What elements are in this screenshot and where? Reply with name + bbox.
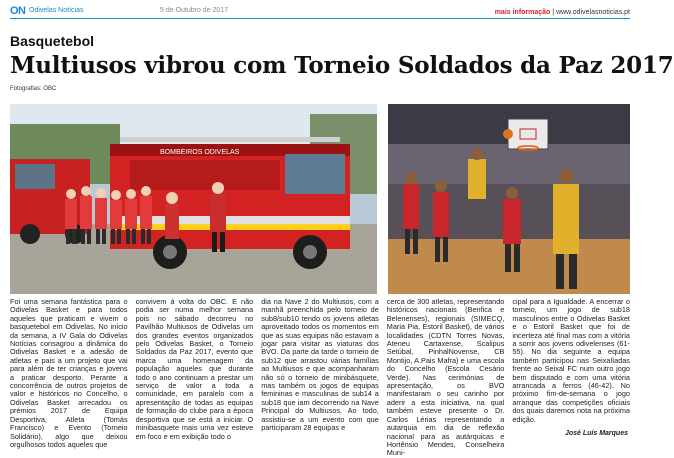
header-rule (10, 18, 630, 19)
photo-credit: Fotografias: OBC (10, 86, 57, 92)
truck-lettering: BOMBEIROS ODIVELAS (160, 149, 240, 156)
article-column: convivem à volta do OBC. E não podia ser numa melhor semana pois no sábado decorreu no Pavilhão Multiusos de Odivelas um dos grandes eventos organizados pelo Odivelas Basket, o Torneio Soldados da Paz 2017, evento que marca uma homenagem da população aqueles que durante todo o ano continuam a prestar um serviço de valor a toda a comunidade, em paralelo com a apresentação de todas as equipas de formação do clube para a época desportiva que se está a iniciar. O minibasquete mais uma vez esteve em foco e em exibição todo o (135, 297, 254, 441)
author-signature: José Luís Marques (564, 430, 628, 437)
article-column: cipal para a Igualdade. A encerrar o torneio, um jogo de sub18 masculinos entre o Odivelas Basket e o Estoril Basket que foi de incerteza até final mas com a vitória a sorrir aos jovens odivelenses (61-55). No dia seguinte a equipa também participou nas Seixalíadas frente ao Seixal FC num outro jogo bem disputado e com uma vitória arrancada a ferros (46-42). No próximo fim-de-semana o jogo arranque das competições oficiais dos quais daremos nota na próxima edição. (512, 297, 630, 424)
article-column: Foi uma semana fantástica para o Odivelas Basket e para todos aqueles que praticam e vivem o basquetebol em Odivelas. No início da semana, a IV Gala do Odivelas Notícias consagrou a dinâmica do Odivelas Basket e a adesão de atletas e pais a um projeto que vai para além de ter crianças e jovens a praticar desporto. Perante a concorrência de outros projetos de valor e históricos no Concelho, o Odivelas Basket arrecadou os prémios 2017 de Equipa Desportiva, Atleta (Tomás Francisco) e Evento (Torneio Solidário), algo que deixou orgulhosos todos aqueles que (10, 297, 128, 449)
photo-fire-trucks (10, 104, 377, 294)
top-bar (0, 0, 640, 22)
section-title: Basquetebol (10, 33, 95, 49)
logo: ON (10, 5, 26, 17)
website-url: www.odivelasnoticias.pt (556, 9, 630, 16)
article-column: cerca de 300 atletas, representando históricos nacionais (Benfica e Belenenses), regionais (SIMECQ, Maria Pia, Estoril Basket), de vários localidades (CDTN Torres Novas, Ateneu Cartaxense, Scalipus Setúbal, PinhalNovense, CB Montijo, A.Pais Mafra) e uma escola do Concelho (Escola Cesário Verde). Nas cerimónias de apresentação, os BVO manifestaram o seu carinho por aderir a esta iniciativa, na qual também esteve presente o Dr. Carlos Lérias representando a autarquia em dia de reflexão nacional para as autárquicas e Hortênsio Mendes, Conselheira Muni- (386, 297, 505, 458)
article-column: dia na Nave 2 do Multiusos, com a manhã preenchida pelo torneio de sub8/sub10 tendo os jovens atletas aproveitado todos os momentos em que as suas equipas não estavam a jogar para visitar as viaturas dos BVO. Da parte da tarde o torneio de sub12 que arrastou várias famílias ao Multiusos e que acompanharam não só o torneio de minibásquete, mas também os jogos de equipas femininas e masculinas de sub14 a sub18 que iam decorrendo na Nave Principal do Multiusos. Ao todo, assistiu-se a um evento com que participaram 28 equipas e (261, 297, 379, 433)
issue-date: 5 de Outubro de 2017 (160, 7, 229, 14)
more-info-label: mais informação (494, 9, 551, 16)
logo-subtitle: Odivelas Notícias (29, 7, 84, 14)
website-link[interactable]: mais informação | www.odivelasnoticias.pt (494, 9, 630, 16)
headline: Multiusos vibrou com Torneio Soldados da Paz 2017 (10, 52, 674, 79)
photo-basketball-game (388, 104, 630, 294)
